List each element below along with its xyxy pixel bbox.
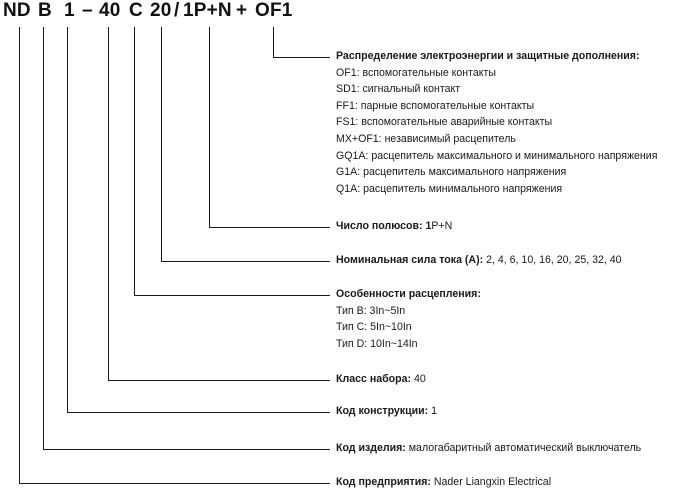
code-design: 1 — [64, 0, 75, 21]
code-enterprise: ND — [3, 0, 31, 21]
accessory-item: G1A: расцепитель максимального напряжения — [336, 166, 567, 179]
code-product: B — [38, 0, 52, 21]
poles-block — [336, 218, 452, 235]
trip-heading: Особенности расцепления: — [336, 288, 481, 300]
frame-heading: Класс набора: — [336, 373, 414, 385]
code-slash: / — [174, 0, 180, 21]
enterprise-heading: Код предприятия: — [336, 476, 434, 488]
code-frame: 40 — [99, 0, 121, 21]
code-plus: + — [236, 0, 248, 21]
product-block — [336, 440, 641, 457]
accessory-item: Q1A: расцепитель минимального напряжения — [336, 182, 563, 195]
accessories-heading: Распределение электроэнергии и защитные дополнения: — [336, 50, 640, 62]
accessory-item: FS1: вспомогательные аварийные контакты — [336, 116, 553, 129]
enterprise-block — [336, 474, 551, 491]
design-heading: Код конструкции: — [336, 405, 432, 417]
poles-value-bold: 1 — [425, 220, 432, 232]
leader-trip — [135, 27, 331, 296]
accessories-block — [336, 48, 657, 197]
design-value: 1 — [431, 405, 438, 417]
leader-accessory — [274, 27, 331, 58]
frame-value: 40 — [413, 373, 426, 385]
accessory-item: GQ1A: расцепитель максимального и минимального напряжения — [336, 149, 658, 162]
trip-item: Тип C: 5In~10In — [336, 321, 412, 334]
current-heading: Номинальная сила тока (А): — [336, 254, 487, 266]
product-value: малогабаритный автоматический выключатель — [408, 442, 642, 454]
enterprise-value: Nader Liangxin Electrical — [433, 476, 552, 488]
trip-block — [336, 286, 481, 352]
accessory-item: FF1: парные вспомогательные контакты — [336, 99, 535, 112]
leader-product — [44, 27, 331, 450]
accessory-item: MX+OF1: независимый расцепитель — [336, 132, 516, 145]
leader-design — [68, 27, 331, 413]
current-block — [336, 252, 622, 269]
code-poles: 1P+N — [183, 0, 232, 21]
accessory-item: SD1: сигнальный контакт — [336, 83, 461, 96]
leader-current — [162, 27, 331, 262]
code-accessory: OF1 — [255, 0, 293, 21]
code-current: 20 — [150, 0, 172, 21]
poles-value: P+N — [431, 220, 453, 232]
trip-item: Тип B: 3In~5In — [336, 304, 406, 317]
frame-block — [336, 371, 426, 388]
current-value: 2, 4, 6, 10, 16, 20, 25, 32, 40 — [486, 254, 622, 266]
poles-heading: Число полюсов: — [336, 220, 426, 232]
accessory-item: OF1: вспомогательные контакты — [336, 66, 497, 79]
product-heading: Код изделия: — [336, 442, 409, 454]
design-block — [336, 403, 437, 420]
leader-frame — [109, 27, 331, 381]
code-trip-curve: C — [129, 0, 143, 21]
trip-item: Тип D: 10In~14In — [336, 337, 418, 350]
leader-enterprise — [20, 27, 331, 484]
code-dash: – — [82, 0, 93, 21]
